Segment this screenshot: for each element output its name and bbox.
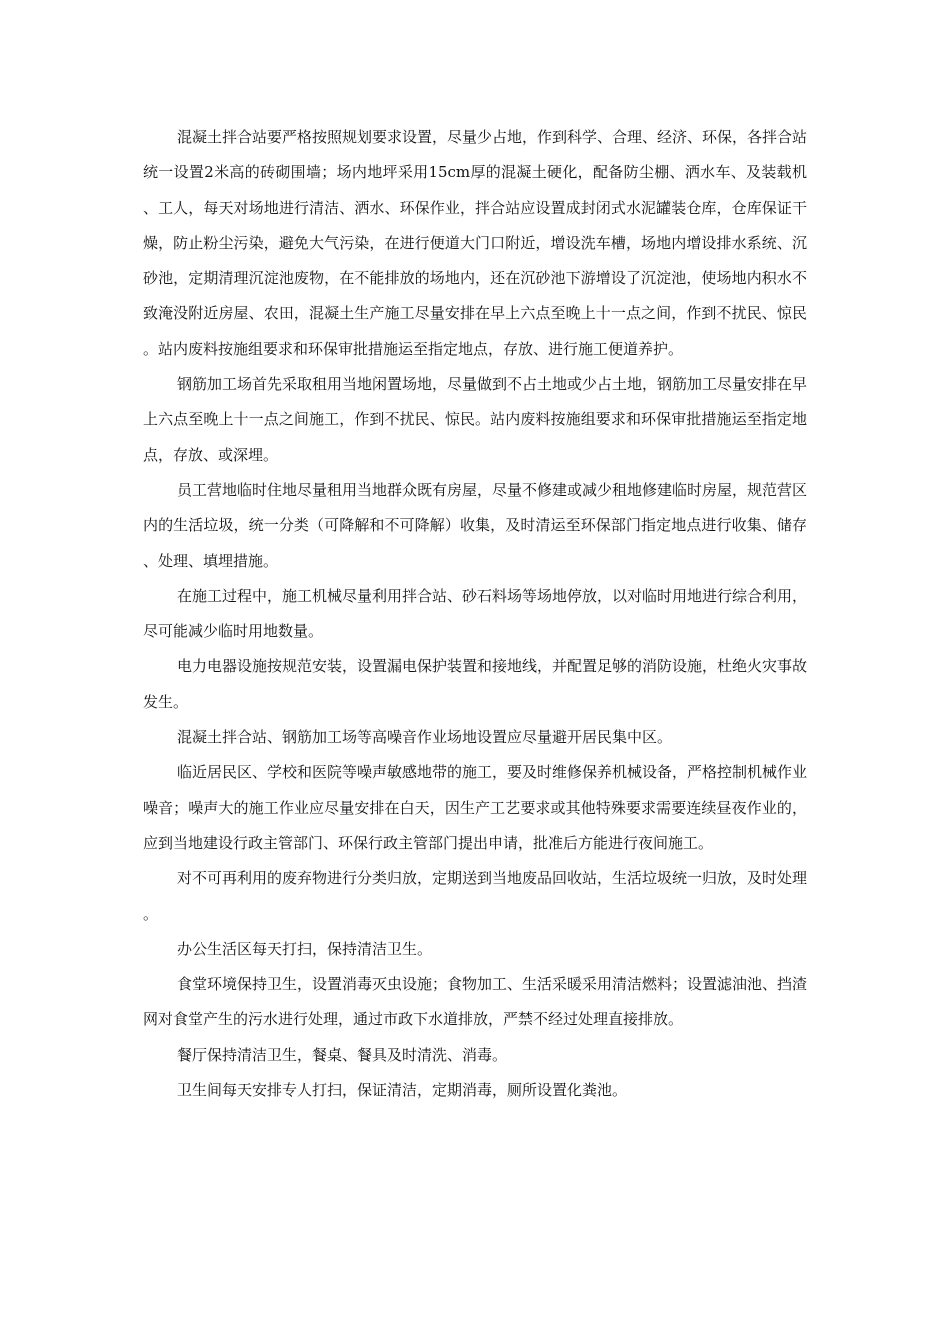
paragraph-canteen: 食堂环境保持卫生，设置消毒灭虫设施；食物加工、生活采暖采用清洁燃料；设置滤油池、挡渣网对食堂产生的污水进行处理，通过市政下水道排放，严禁不经过处理直接排放。 <box>143 975 808 1029</box>
document-body <box>143 120 807 1108</box>
paragraph-electrical-safety: 电力电器设施按规范安装，设置漏电保护装置和接地线，并配置足够的消防设施，杜绝火灾事故发生。 <box>143 657 808 711</box>
paragraph-staff-camp: 员工营地临时住地尽量租用当地群众既有房屋，尽量不修建或减少租地修建临时房屋，规范营区内的生活垃圾，统一分类（可降解和不可降解）收集，及时清运至环保部门指定地点进行收集、储存、处理、填埋措施。 <box>143 480 808 570</box>
paragraph-restroom: 卫生间每天安排专人打扫，保证清洁，定期消毒，厕所设置化粪池。 <box>177 1081 628 1100</box>
paragraph-noise-control: 临近居民区、学校和医院等噪声敏感地带的施工，要及时维修保养机械设备，严格控制机械作业噪音；噪声大的施工作业应尽量安排在白天，因生产工艺要求或其他特殊要求需要连续昼夜作业的，应到当地建设行政主管部门、环保行政主管部门提出申请，批准后方能进行夜间施工。 <box>143 763 808 852</box>
paragraph-waste-disposal: 对不可再利用的废弃物进行分类归放，定期送到当地废品回收站，生活垃圾统一归放，及时处理。 <box>143 869 808 923</box>
paragraph-machinery-parking: 在施工过程中，施工机械尽量利用拌合站、砂石料场等场地停放，以对临时用地进行综合利用，尽可能减少临时用地数量。 <box>143 586 808 641</box>
paragraph-dining-hall: 餐厅保持清洁卫生，餐桌、餐具及时清洗、消毒。 <box>177 1045 508 1064</box>
paragraph-office-cleaning: 办公生活区每天打扫，保持清洁卫生。 <box>177 939 433 958</box>
paragraph-rebar-yard: 钢筋加工场首先采取租用当地闲置场地，尽量做到不占土地或少占土地，钢筋加工尽量安排在早上六点至晚上十一点之间施工，作到不扰民、惊民。站内废料按施组要求和环保审批措施运至指定地点，存放、或深埋。 <box>143 375 808 464</box>
paragraph-noise-siting: 混凝土拌合站、钢筋加工场等高噪音作业场地设置应尽量避开居民集中区。 <box>177 728 673 747</box>
paragraph-mixing-station: 混凝土拌合站要严格按照规划要求设置，尽量少占地，作到科学、合理、经济、环保，各拌合站统一设置2米高的砖砌围墙；场内地坪采用15cm厚的混凝土硬化，配备防尘棚、洒水车、及装载机、工人，每天对场地进行清洁、洒水、环保作业，拌合站应设置成封闭式水泥罐装仓库，仓库保证干燥，防止粉尘污染，避免大气污染，在进行便道大门口附近，增设洗车槽，场地内增设排水系统、沉砂池，定期清理沉淀池废物，在不能排放的场地内，还在沉砂池下游增设了沉淀池，使场地内积水不致淹没附近房屋、农田，混凝土生产施工尽量安排在早上六点至晚上十一点之间，作到不扰民、惊民。站内废料按施组要求和环保审批措施运至指定地点，存放、进行施工便道养护。 <box>143 128 808 358</box>
